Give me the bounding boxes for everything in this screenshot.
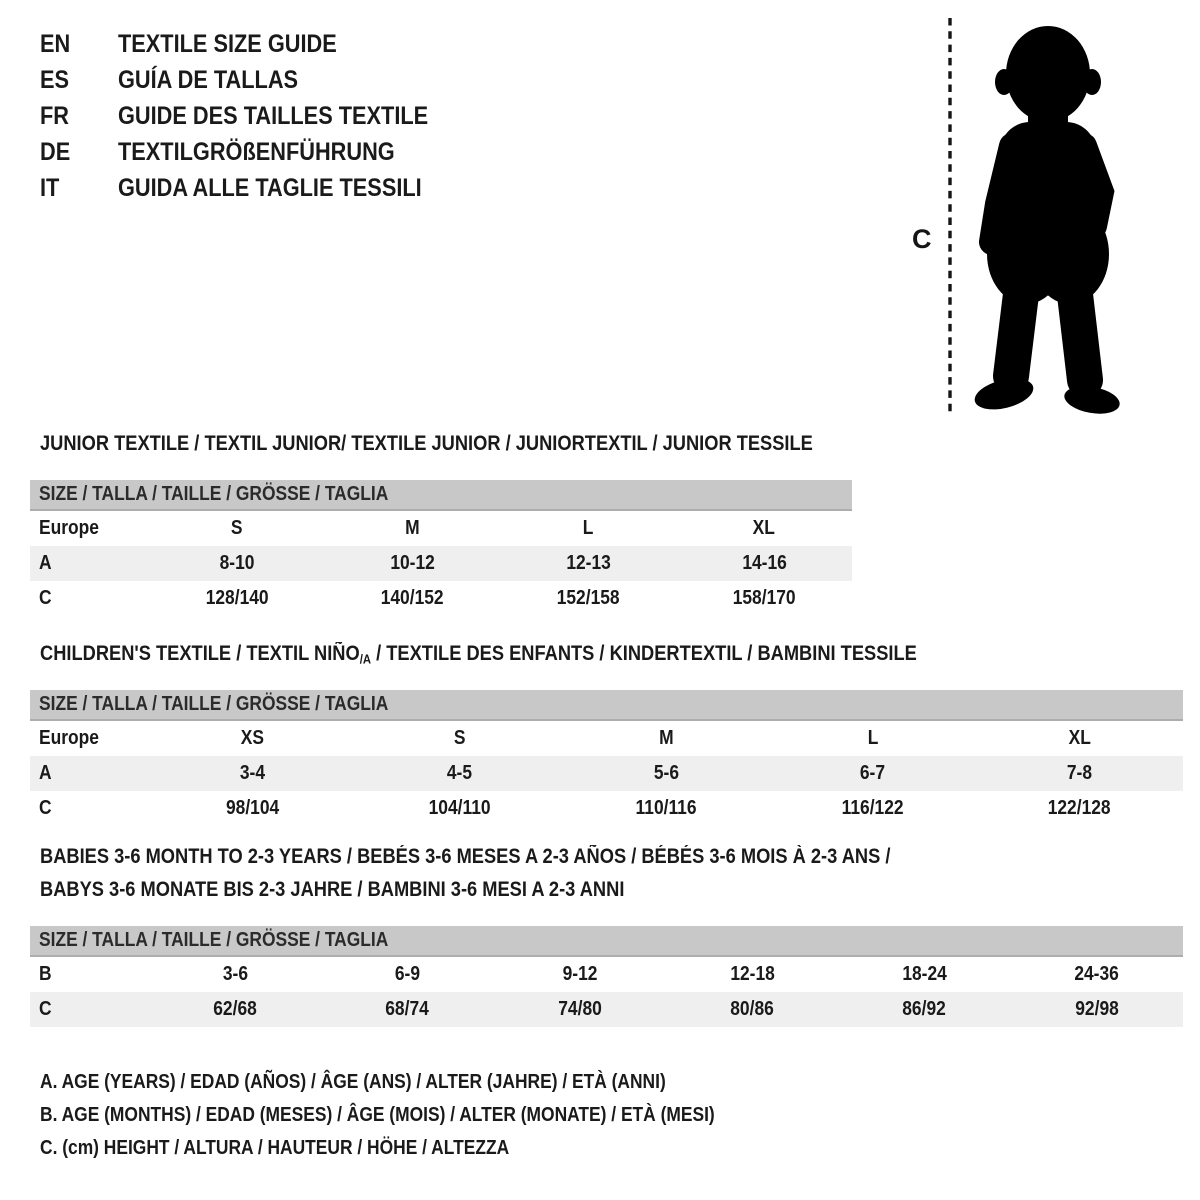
cell-value: 140/152 bbox=[381, 587, 445, 609]
cell-value: 158/170 bbox=[732, 587, 796, 609]
cell-value: 5-6 bbox=[653, 762, 679, 784]
nino-a-subscript: /A bbox=[359, 651, 372, 667]
row-label: C bbox=[39, 998, 52, 1020]
language-row bbox=[40, 98, 475, 134]
row-label: A bbox=[39, 762, 52, 784]
section-title-children: CHILDREN'S TEXTILE / TEXTIL NIÑO/A / TEXTILE DES ENFANTS / KINDERTEXTIL / BAMBINI TESSILE bbox=[40, 642, 917, 667]
cell-value: 74/80 bbox=[558, 998, 602, 1020]
junior-size-table bbox=[30, 480, 852, 616]
cell-value: 10-12 bbox=[390, 552, 435, 574]
cell-value: 4-5 bbox=[446, 762, 472, 784]
cell-value: XS bbox=[240, 727, 264, 749]
cell-value: S bbox=[453, 727, 465, 749]
cell-value: 12-18 bbox=[729, 963, 775, 985]
size-table-header: SIZE / TALLA / TAILLE / GRÖSSE / TAGLIA bbox=[30, 926, 1183, 957]
table-row bbox=[30, 756, 1183, 791]
cell-value: 24-36 bbox=[1074, 963, 1120, 985]
section-title-babies bbox=[40, 843, 1018, 909]
language-row bbox=[40, 26, 475, 62]
cell-value: 68/74 bbox=[385, 998, 430, 1020]
cell-value: 98/104 bbox=[225, 797, 280, 819]
language-title: TEXTILGRÖßENFÜHRUNG bbox=[118, 138, 395, 166]
row-label: B bbox=[39, 963, 52, 985]
table-row bbox=[30, 957, 1183, 992]
cell-value: 86/92 bbox=[902, 998, 947, 1020]
language-code: ES bbox=[40, 66, 70, 94]
cell-value: 9-12 bbox=[562, 963, 598, 985]
cell-value: 128/140 bbox=[205, 587, 269, 609]
language-title: TEXTILE SIZE GUIDE bbox=[118, 30, 337, 58]
row-label: Europe bbox=[39, 517, 99, 539]
cell-value: 80/86 bbox=[730, 998, 774, 1020]
cell-value: 116/122 bbox=[841, 797, 904, 819]
toddler-silhouette-icon bbox=[972, 26, 1122, 418]
language-row bbox=[40, 134, 475, 170]
cell-value: 62/68 bbox=[213, 998, 257, 1020]
cell-value: 8-10 bbox=[219, 552, 255, 574]
table-row bbox=[30, 791, 1183, 826]
cell-value: 92/98 bbox=[1075, 998, 1119, 1020]
cell-value: 14-16 bbox=[741, 552, 787, 574]
height-measure-label: C bbox=[912, 224, 932, 254]
legend-line-a: A. AGE (YEARS) / EDAD (AÑOS) / ÂGE (ANS) / ALTER (JAHRE) / ETÀ (ANNI) bbox=[40, 1071, 666, 1093]
cell-value: 6-9 bbox=[394, 963, 421, 985]
cell-value: 7-8 bbox=[1067, 762, 1093, 784]
cell-value: 6-7 bbox=[860, 762, 886, 784]
babies-title-line2: BABYS 3-6 MONATE BIS 2-3 JAHRE / BAMBINI 3-6 MESI A 2-3 ANNI bbox=[40, 878, 625, 901]
table-row bbox=[30, 581, 852, 616]
table-row bbox=[30, 511, 852, 546]
size-table-header: SIZE / TALLA / TAILLE / GRÖSSE / TAGLIA bbox=[30, 690, 1183, 721]
table-row bbox=[30, 721, 1183, 756]
language-title: GUIDA ALLE TAGLIE TESSILI bbox=[118, 174, 422, 202]
cell-value: 12-13 bbox=[566, 552, 611, 574]
language-title: GUIDE DES TAILLES TEXTILE bbox=[118, 102, 429, 130]
size-table-header: SIZE / TALLA / TAILLE / GRÖSSE / TAGLIA bbox=[30, 480, 852, 511]
language-list bbox=[40, 26, 475, 206]
cell-value: 152/158 bbox=[556, 587, 620, 609]
row-label: C bbox=[39, 587, 52, 609]
language-code: IT bbox=[40, 174, 60, 202]
cell-value: M bbox=[405, 517, 420, 539]
language-code: DE bbox=[40, 138, 71, 166]
row-label: C bbox=[39, 797, 52, 819]
legend-line-c: C. (cm) HEIGHT / ALTURA / HAUTEUR / HÖHE / ALTEZZA bbox=[40, 1137, 510, 1159]
language-title: GUÍA DE TALLAS bbox=[118, 66, 299, 94]
cell-value: 3-6 bbox=[222, 963, 248, 985]
cell-value: 3-4 bbox=[239, 762, 265, 784]
measure-key-legend bbox=[40, 1066, 816, 1165]
cell-value: 122/128 bbox=[1048, 797, 1112, 819]
height-measure-figure bbox=[898, 8, 1190, 420]
table-row bbox=[30, 992, 1183, 1027]
cell-value: 104/110 bbox=[428, 797, 491, 819]
legend-line-b: B. AGE (MONTHS) / EDAD (MESES) / ÂGE (MOIS) / ALTER (MONATE) / ETÀ (MESI) bbox=[40, 1104, 715, 1126]
row-label: A bbox=[39, 552, 52, 574]
language-code: FR bbox=[40, 102, 69, 130]
cell-value: L bbox=[867, 727, 879, 749]
language-row bbox=[40, 62, 475, 98]
cell-value: L bbox=[583, 517, 594, 539]
children-size-table bbox=[30, 690, 1183, 826]
cell-value: M bbox=[658, 727, 674, 749]
cell-value: 18-24 bbox=[902, 963, 947, 985]
cell-value: 110/116 bbox=[635, 797, 697, 819]
cell-value: S bbox=[231, 517, 243, 539]
language-row bbox=[40, 170, 475, 206]
table-row bbox=[30, 546, 852, 581]
row-label: Europe bbox=[39, 727, 99, 749]
babies-title-line1: BABIES 3-6 MONTH TO 2-3 YEARS / BEBÉS 3-6 MESES A 2-3 AÑOS / BÉBÉS 3-6 MOIS À 2-3 ANS / bbox=[40, 845, 891, 868]
cell-value: XL bbox=[1068, 727, 1091, 749]
language-code: EN bbox=[40, 30, 71, 58]
section-title-junior: JUNIOR TEXTILE / TEXTIL JUNIOR/ TEXTILE JUNIOR / JUNIORTEXTIL / JUNIOR TESSILE bbox=[40, 432, 813, 455]
babies-size-table bbox=[30, 926, 1183, 1027]
cell-value: XL bbox=[753, 517, 776, 539]
